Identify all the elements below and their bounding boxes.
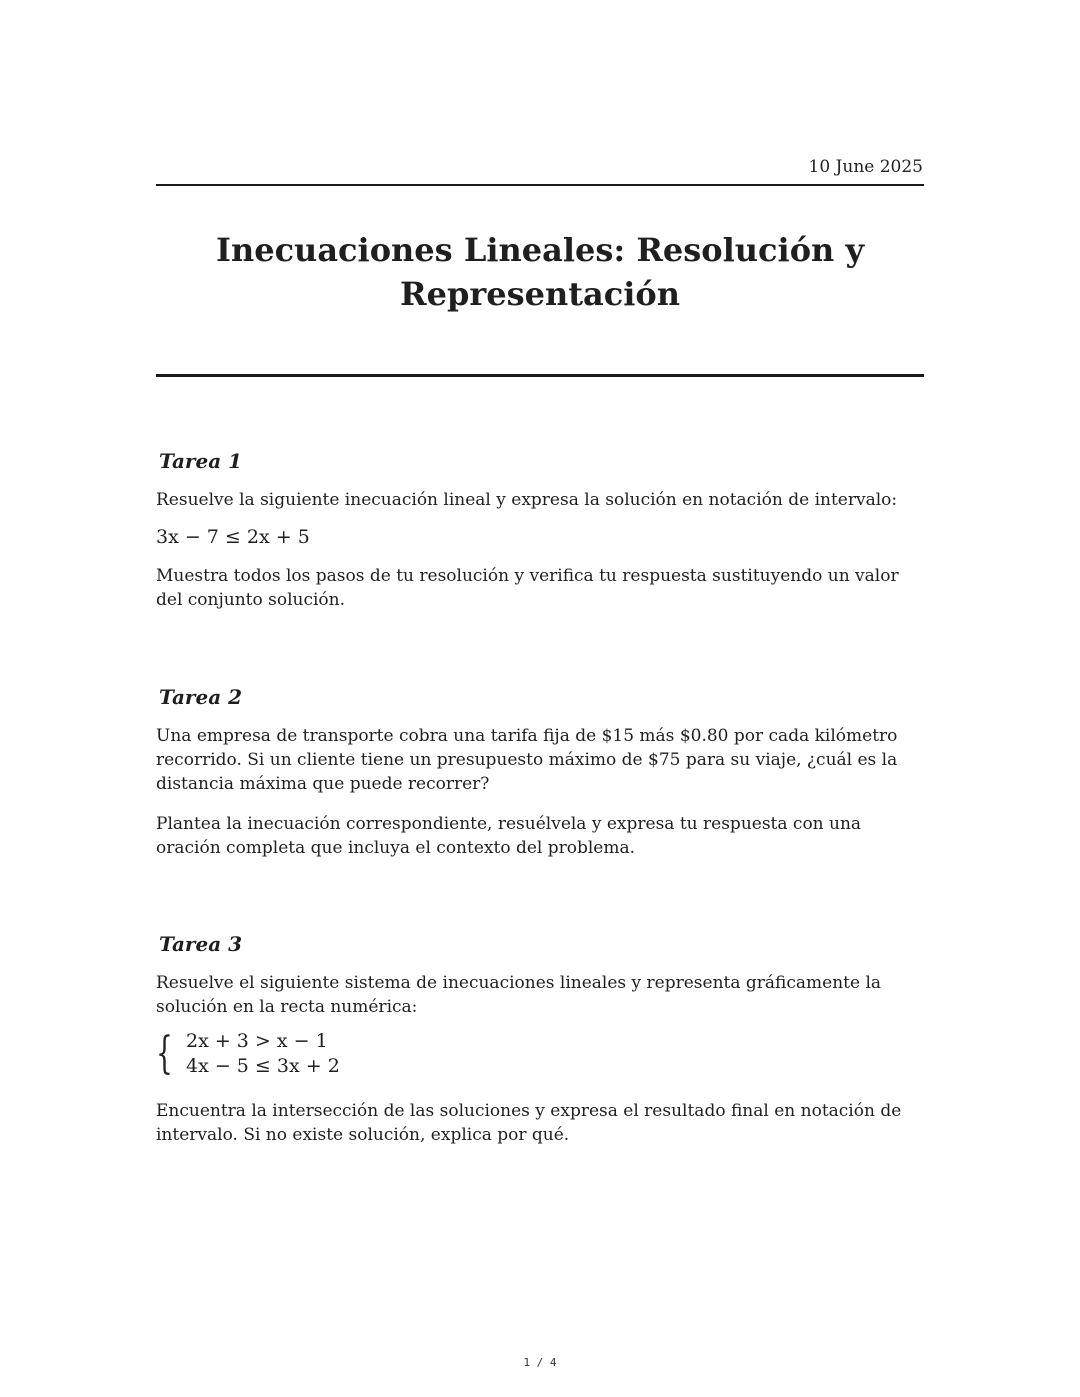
task-1-equation: 3x − 7 ≤ 2x + 5 (156, 526, 310, 548)
task-2-heading: Tarea 2 (159, 685, 243, 709)
task-3-inequality-1: 2x + 3 > x − 1 (186, 1030, 328, 1052)
task-1-heading: Tarea 1 (159, 449, 243, 473)
document-title: Inecuaciones Lineales: Resolución y Representación (215, 231, 865, 313)
task-2-instructions: Plantea la inecuación correspondiente, resuélvela y expresa tu respuesta con una oración completa que incluya el contexto del problema. (156, 814, 862, 858)
task-3 (156, 931, 924, 1147)
header-date: 10 June 2025 (808, 157, 923, 177)
task-3-system-lines (186, 1029, 340, 1079)
header-rule (156, 184, 924, 186)
task-2-problem: Una empresa de transporte cobra una tarifa fija de $15 más $0.80 por cada kilómetro recorrido. Si un cliente tiene un presupuesto máximo de $75 para su viaje, ¿cuál es la distancia máxima que puede recorrer? (156, 726, 898, 794)
title-rule (156, 374, 924, 377)
task-3-intro: Resuelve el siguiente sistema de inecuaciones lineales y representa gráficamente la solución en la recta numérica: (156, 973, 882, 1017)
task-1-instructions: Muestra todos los pasos de tu resolución y verifica tu respuesta sustituyendo un valor del conjunto solución. (156, 566, 899, 610)
page-indicator: 1 / 4 (523, 1356, 557, 1369)
task-3-instructions: Encuentra la intersección de las soluciones y expresa el resultado final en notación de intervalo. Si no existe solución, explica por qué. (156, 1101, 902, 1145)
task-3-inequality-2: 4x − 5 ≤ 3x + 2 (186, 1055, 340, 1077)
brace-icon: { (156, 1028, 173, 1079)
task-1 (156, 448, 924, 612)
task-2 (156, 684, 924, 860)
task-1-intro: Resuelve la siguiente inecuación lineal y expresa la solución en notación de intervalo: (156, 490, 898, 510)
task-3-system (156, 1029, 924, 1079)
task-3-heading: Tarea 3 (159, 932, 243, 956)
